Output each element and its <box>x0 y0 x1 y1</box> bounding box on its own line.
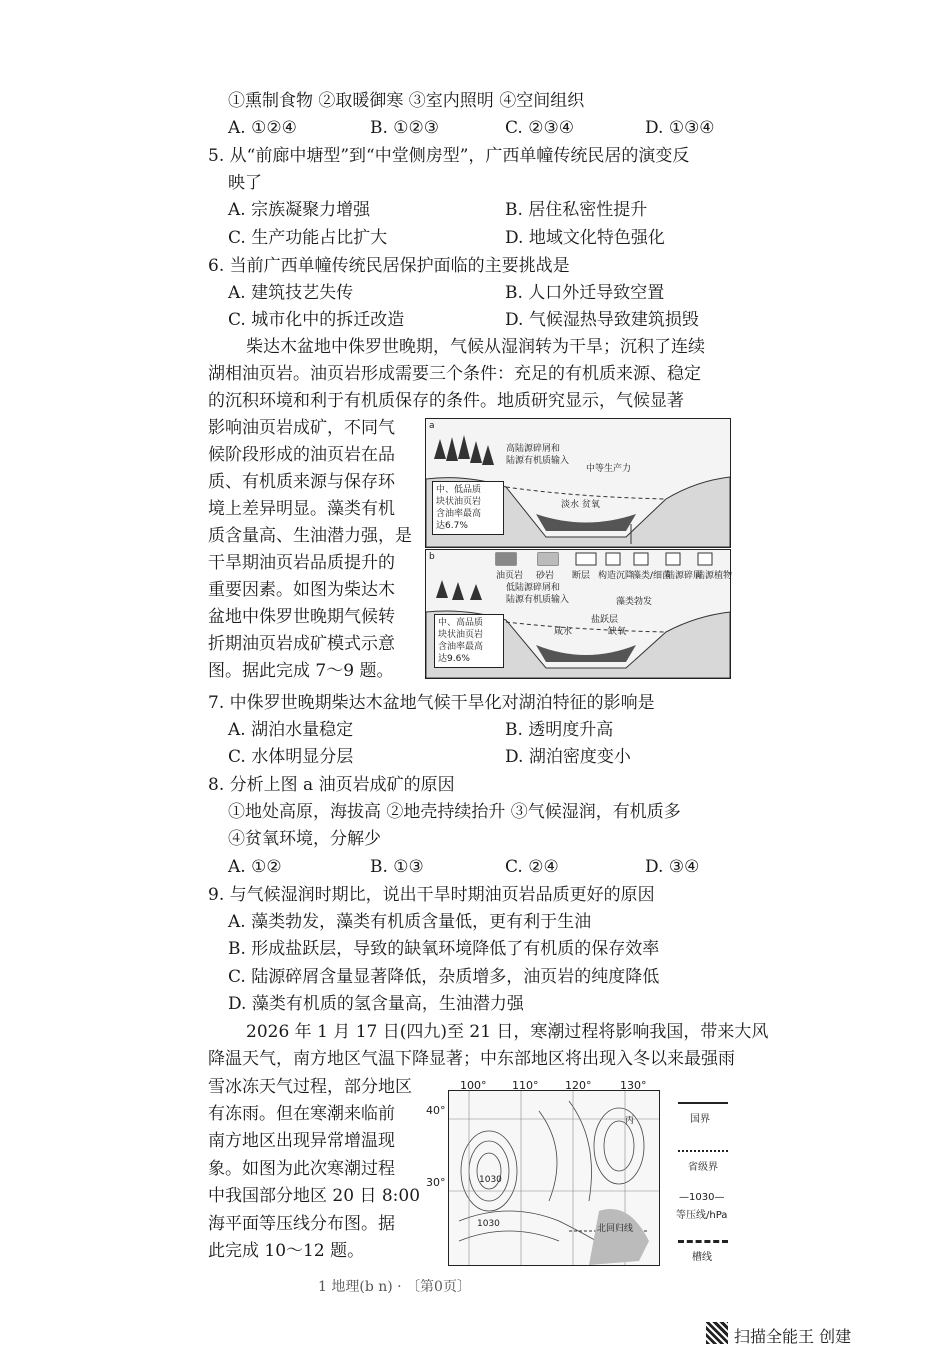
panel-a-label: 淡水 贫氧 <box>561 500 600 510</box>
lon-label: 120° <box>565 1079 592 1092</box>
legend-subsidence: 构造沉降 <box>598 571 635 581</box>
legend-debris: 陆源碎屑 <box>666 571 703 581</box>
box-line: 块状油页岩 <box>436 497 482 507</box>
q6-option-d: D. 气候湿热导致建筑损毁 <box>505 310 699 330</box>
q6-option-b: B. 人口外迁导致空置 <box>505 283 665 303</box>
legend-oil-shale: 油页岩 <box>496 571 524 581</box>
panel-b-box <box>434 614 504 668</box>
passage3-side-line: 南方地区出现异常增温现 <box>208 1131 395 1151</box>
q9-option-c: C. 陆源碎屑含量显著降低，杂质增多，油页岩的纯度降低 <box>228 967 660 987</box>
passage2-side-line: 折期油页岩成矿模式示意 <box>208 634 395 654</box>
q9-option-b: B. 形成盐跃层，导致的缺氧环境降低了有机质的保存效率 <box>228 939 660 959</box>
passage2-side-line: 干旱期油页岩品质提升的 <box>208 553 395 573</box>
lat-label: 40° <box>426 1104 446 1117</box>
q7-option-c: C. 水体明显分层 <box>228 747 354 767</box>
q8-option-d: D. ③④ <box>645 857 700 877</box>
passage3-side-line: 中我国部分地区 20 日 8:00 <box>208 1186 421 1206</box>
passage2-side-line: 质含量高、生油潜力强，是 <box>208 526 412 546</box>
passage2-side-line: 重要因素。如图为柴达木 <box>208 580 395 600</box>
q5-stem-line1: 5. 从“前廊中塘型”到“中堂侧房型”，广西单幢传统民居的演变反 <box>208 146 690 166</box>
q6-option-a: A. 建筑技艺失传 <box>228 283 354 303</box>
legend-trough-line <box>678 1240 728 1243</box>
q5-option-b: B. 居住私密性提升 <box>505 200 648 220</box>
isobar-map <box>448 1090 660 1266</box>
box-line: 中、高品质 <box>438 618 484 628</box>
figure-panel-a <box>425 418 731 548</box>
legend-isobar-value: —1030— <box>679 1192 725 1203</box>
passage3-line1: 2026 年 1 月 17 日(四九)至 21 日，寒潮过程将影响我国，带来大风 <box>246 1022 769 1042</box>
box-line: 达9.6% <box>438 654 470 664</box>
tropic-label: 北回归线 <box>597 1224 634 1234</box>
q7-option-d: D. 湖泊密度变小 <box>505 747 631 767</box>
q8-items-line1: ①地处高原，海拔高 ②地壳持续抬升 ③气候湿润，有机质多 <box>228 802 681 822</box>
panel-b-label: 藻类勃发 <box>616 597 653 607</box>
legend-provincial: 省级界 <box>688 1162 718 1173</box>
panel-a-label: 高陆源碎屑和 <box>506 444 561 454</box>
q4-items: ①熏制食物 ②取暖御寒 ③室内照明 ④空间组织 <box>228 91 585 111</box>
legend-algae: 藻类/细菌 <box>632 571 672 581</box>
panel-b-label: 缺氧 <box>608 627 627 637</box>
q5-option-d: D. 地域文化特色强化 <box>505 228 665 248</box>
lat-label: 30° <box>426 1176 446 1189</box>
lon-label: 100° <box>460 1079 487 1092</box>
panel-b-label: 陆源有机质输入 <box>506 595 570 605</box>
panel-a-label: 中等生产力 <box>586 464 632 474</box>
scan-watermark: 扫描全能王 创建 <box>734 1327 852 1346</box>
lon-label: 110° <box>512 1079 539 1092</box>
q5-option-c: C. 生产功能占比扩大 <box>228 228 388 248</box>
q8-option-a: A. ①② <box>228 857 282 877</box>
qr-code-icon <box>706 1322 728 1344</box>
passage2-side-line: 图。据此完成 7～9 题。 <box>208 661 394 681</box>
place-label: 丙 <box>625 1116 635 1126</box>
legend-plants: 陆源植物 <box>696 571 733 581</box>
q4-option-c: C. ②③④ <box>505 118 574 138</box>
legend-isobar-name: 等压线/hPa <box>676 1210 728 1221</box>
panel-b-label: 低陆源碎屑和 <box>506 583 561 593</box>
page-footer: 1 地理(b n) · 〔第0页〕 <box>318 1279 471 1295</box>
passage2-side-line: 境上差异明显。藻类有机 <box>208 499 395 519</box>
passage2-side-line: 影响油页岩成矿，不同气 <box>208 418 395 438</box>
passage2-line1: 柴达木盆地中侏罗世晚期，气候从湿润转为干旱；沉积了连续 <box>246 337 705 357</box>
q5-stem-line2: 映了 <box>228 173 262 193</box>
lon-label: 130° <box>620 1079 647 1092</box>
q9-option-d: D. 藻类有机质的氢含量高，生油潜力强 <box>228 994 524 1014</box>
q5-option-a: A. 宗族凝聚力增强 <box>228 200 371 220</box>
passage3-side-line: 有冻雨。但在寒潮来临前 <box>208 1104 395 1124</box>
q6-stem: 6. 当前广西单幢传统民居保护面临的主要挑战是 <box>208 256 570 276</box>
passage3-line2: 降温天气，南方地区气温下降显著；中东部地区将出现入冬以来最强雨 <box>208 1049 735 1069</box>
panel-b-label: 咸水 <box>554 627 573 637</box>
q9-stem: 9. 与气候湿润时期比，说出干旱时期油页岩品质更好的原因 <box>208 885 655 905</box>
legend-national: 国界 <box>690 1114 710 1125</box>
panel-b-label: 盐跃层 <box>591 615 619 625</box>
legend-provincial-line <box>678 1150 728 1152</box>
q8-stem: 8. 分析上图 a 油页岩成矿的原因 <box>208 775 455 795</box>
figure-panel-b <box>425 549 731 679</box>
q6-option-c: C. 城市化中的拆迁改造 <box>228 310 405 330</box>
legend-fault: 断层 <box>572 571 591 581</box>
q8-option-b: B. ①③ <box>370 857 424 877</box>
passage2-side-line: 候阶段形成的油页岩在品 <box>208 445 395 465</box>
isobar-label: 1030 <box>479 1175 502 1185</box>
box-line: 达6.7% <box>436 521 468 531</box>
box-line: 中、低品质 <box>436 485 482 495</box>
passage2-line3: 的沉积环境和利于有机质保存的条件。地质研究显示，气候显著 <box>208 391 684 411</box>
q4-option-a: A. ①②④ <box>228 118 297 138</box>
isobar-label: 1030 <box>477 1219 500 1229</box>
panel-a-label: 陆源有机质输入 <box>506 456 570 466</box>
q9-option-a: A. 藻类勃发，藻类有机质含量低，更有利于生油 <box>228 912 592 932</box>
q8-items-line2: ④贫氧环境，分解少 <box>228 829 381 849</box>
panel-a-tag: a <box>429 421 435 431</box>
box-line: 块状油页岩 <box>438 630 484 640</box>
q7-stem: 7. 中侏罗世晚期柴达木盆地气候干旱化对湖泊特征的影响是 <box>208 693 655 713</box>
q7-option-a: A. 湖泊水量稳定 <box>228 720 354 740</box>
box-line: 含油率最高 <box>438 642 484 652</box>
q4-option-b: B. ①②③ <box>370 118 440 138</box>
passage2-line2: 湖相油页岩。油页岩形成需要三个条件：充足的有机质来源、稳定 <box>208 364 701 384</box>
q4-option-d: D. ①③④ <box>645 118 715 138</box>
passage3-side-line: 象。如图为此次寒潮过程 <box>208 1159 395 1179</box>
passage3-side-line: 海平面等压线分布图。据 <box>208 1214 395 1234</box>
passage2-side-line: 盆地中侏罗世晚期气候转 <box>208 607 395 627</box>
legend-national-line <box>678 1102 728 1104</box>
passage2-side-line: 质、有机质来源与保存环 <box>208 472 395 492</box>
passage3-side-line: 雪冰冻天气过程，部分地区 <box>208 1077 412 1097</box>
q8-option-c: C. ②④ <box>505 857 559 877</box>
panel-a-box <box>432 481 504 535</box>
box-line: 含油率最高 <box>436 509 482 519</box>
legend-sandstone: 砂岩 <box>536 571 555 581</box>
legend-trough: 槽线 <box>692 1252 712 1263</box>
q7-option-b: B. 透明度升高 <box>505 720 614 740</box>
panel-b-tag: b <box>429 552 435 562</box>
passage3-side-line: 此完成 10～12 题。 <box>208 1241 365 1261</box>
